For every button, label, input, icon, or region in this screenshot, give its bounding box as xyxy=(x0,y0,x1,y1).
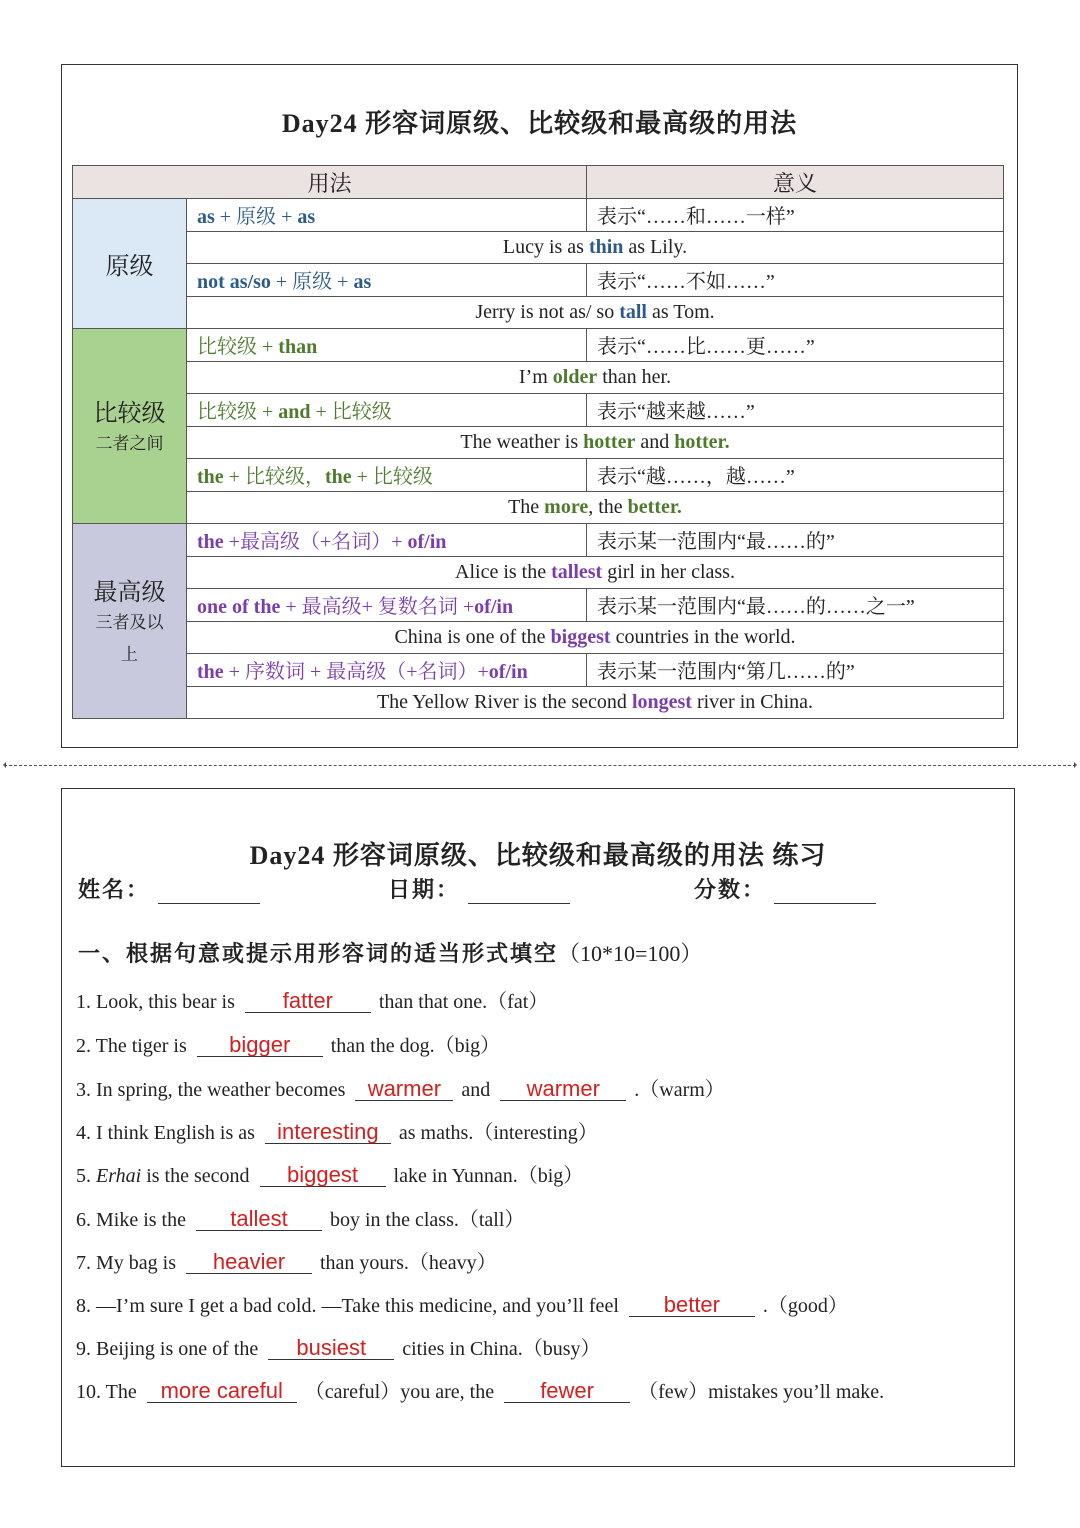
question-7: 7. My bag is heavier than yours.（heavy） xyxy=(76,1249,497,1274)
answer-blank[interactable]: fewer xyxy=(504,1380,630,1403)
table-row xyxy=(73,296,1004,329)
answer-blank[interactable]: bigger xyxy=(197,1034,323,1057)
table-row xyxy=(73,524,1004,557)
score-blank[interactable] xyxy=(774,881,876,904)
name-blank[interactable] xyxy=(158,881,260,904)
meaning-cell: 表示某一范围内“最……的” xyxy=(587,524,1004,557)
exercise-card xyxy=(61,788,1015,1467)
table-row xyxy=(73,621,1004,654)
table-row xyxy=(73,264,1004,297)
meaning-header: 意义 xyxy=(587,166,1004,199)
question-3: 3. In spring, the weather becomes warmer and warmer .（warm） xyxy=(76,1076,725,1101)
table-row xyxy=(73,231,1004,264)
answer-blank[interactable]: warmer xyxy=(500,1078,626,1101)
usage-cell: as + 原级 + as xyxy=(187,199,587,232)
date-field[interactable]: 日期： xyxy=(388,873,570,904)
date-blank[interactable] xyxy=(468,881,570,904)
section-heading: 一、根据句意或提示用形容词的适当形式填空（10*10=100） xyxy=(78,941,703,966)
answer-blank[interactable]: more careful xyxy=(147,1380,297,1403)
table-row xyxy=(73,394,1004,427)
example-cell: Jerry is not as/ so tall as Tom. xyxy=(187,296,1004,329)
meaning-cell: 表示“越……，越……” xyxy=(587,459,1004,492)
dashed-separator xyxy=(4,765,1076,766)
table-row xyxy=(73,556,1004,589)
superlative-category xyxy=(73,524,187,719)
usage-cell: the + 比较级，the + 比较级 xyxy=(187,459,587,492)
question-5: 5. Erhai is the second biggest lake in Yunnan.（big） xyxy=(76,1162,584,1187)
grammar-title: Day24 形容词原级、比较级和最高级的用法 xyxy=(281,109,798,138)
table-row xyxy=(73,361,1004,394)
table-row xyxy=(73,686,1004,719)
table-row xyxy=(73,459,1004,492)
usage-header: 用法 xyxy=(73,166,587,199)
usage-cell: not as/so + 原级 + as xyxy=(187,264,587,297)
question-9: 9. Beijing is one of the busiest cities in China.（busy） xyxy=(76,1335,601,1360)
usage-cell: the +最高级（+名词）+ of/in xyxy=(187,524,587,557)
grammar-table xyxy=(72,165,1004,719)
usage-cell: 比较级 + than xyxy=(187,329,587,362)
table-row xyxy=(73,199,1004,232)
answer-blank[interactable]: warmer xyxy=(355,1078,453,1101)
meaning-cell: 表示“……和……一样” xyxy=(587,199,1004,232)
usage-cell: the + 序数词 + 最高级（+名词）+of/in xyxy=(187,654,587,687)
example-cell: I’m older than her. xyxy=(187,361,1004,394)
comparative-sublabel: 二者之间 xyxy=(95,433,164,453)
question-8: 8. —I’m sure I get a bad cold. —Take this medicine, and you’ll feel better .（good） xyxy=(76,1292,848,1317)
answer-blank[interactable]: heavier xyxy=(186,1251,312,1274)
name-field[interactable]: 姓名： xyxy=(78,873,260,904)
meaning-cell: 表示“越来越……” xyxy=(587,394,1004,427)
usage-cell: 比较级 + and + 比较级 xyxy=(187,394,587,427)
comparative-label: 比较级 xyxy=(93,400,166,427)
answer-blank[interactable]: biggest xyxy=(260,1164,386,1187)
question-10: 10. The more careful （careful）you are, the fewer （few）mistakes you’ll make. xyxy=(76,1378,885,1403)
example-cell: The weather is hotter and hotter. xyxy=(187,426,1004,459)
table-row xyxy=(73,329,1004,362)
question-6: 6. Mike is the tallest boy in the class.（tall） xyxy=(76,1206,525,1231)
usage-cell: one of the + 最高级+ 复数名词 +of/in xyxy=(187,589,587,622)
meaning-cell: 表示“……比……更……” xyxy=(587,329,1004,362)
answer-blank[interactable]: tallest xyxy=(196,1208,322,1231)
superlative-sublabel: 三者及以上 xyxy=(95,612,164,664)
answer-blank[interactable]: fatter xyxy=(245,990,371,1013)
exercise-title: Day24 形容词原级、比较级和最高级的用法 练习 xyxy=(249,841,827,870)
table-row xyxy=(73,491,1004,524)
grammar-card xyxy=(61,64,1018,748)
table-header-row xyxy=(73,166,1004,199)
score-field[interactable]: 分数： xyxy=(694,873,876,904)
answer-blank[interactable]: busiest xyxy=(268,1337,394,1360)
meaning-cell: 表示某一范围内“最……的……之一” xyxy=(587,589,1004,622)
answer-blank[interactable]: better xyxy=(629,1294,755,1317)
comparative-category xyxy=(73,329,187,524)
example-cell: The more, the better. xyxy=(187,491,1004,524)
answer-blank[interactable]: interesting xyxy=(265,1121,391,1144)
positive-label: 原级 xyxy=(105,254,154,280)
table-row xyxy=(73,654,1004,687)
question-4: 4. I think English is as interesting as maths.（interesting） xyxy=(76,1119,598,1144)
table-row xyxy=(73,426,1004,459)
question-2: 2. The tiger is bigger than the dog.（big） xyxy=(76,1032,501,1057)
meaning-cell: 表示某一范围内“第几……的” xyxy=(587,654,1004,687)
superlative-label: 最高级 xyxy=(93,579,166,606)
table-row xyxy=(73,589,1004,622)
question-1: 1. Look, this bear is fatter than that one.（fat） xyxy=(76,988,549,1013)
example-cell: The Yellow River is the second longest river in China. xyxy=(187,686,1004,719)
meaning-cell: 表示“……不如……” xyxy=(587,264,1004,297)
example-cell: Alice is the tallest girl in her class. xyxy=(187,556,1004,589)
example-cell: Lucy is as thin as Lily. xyxy=(187,231,1004,264)
example-cell: China is one of the biggest countries in the world. xyxy=(187,621,1004,654)
positive-category xyxy=(73,199,187,329)
